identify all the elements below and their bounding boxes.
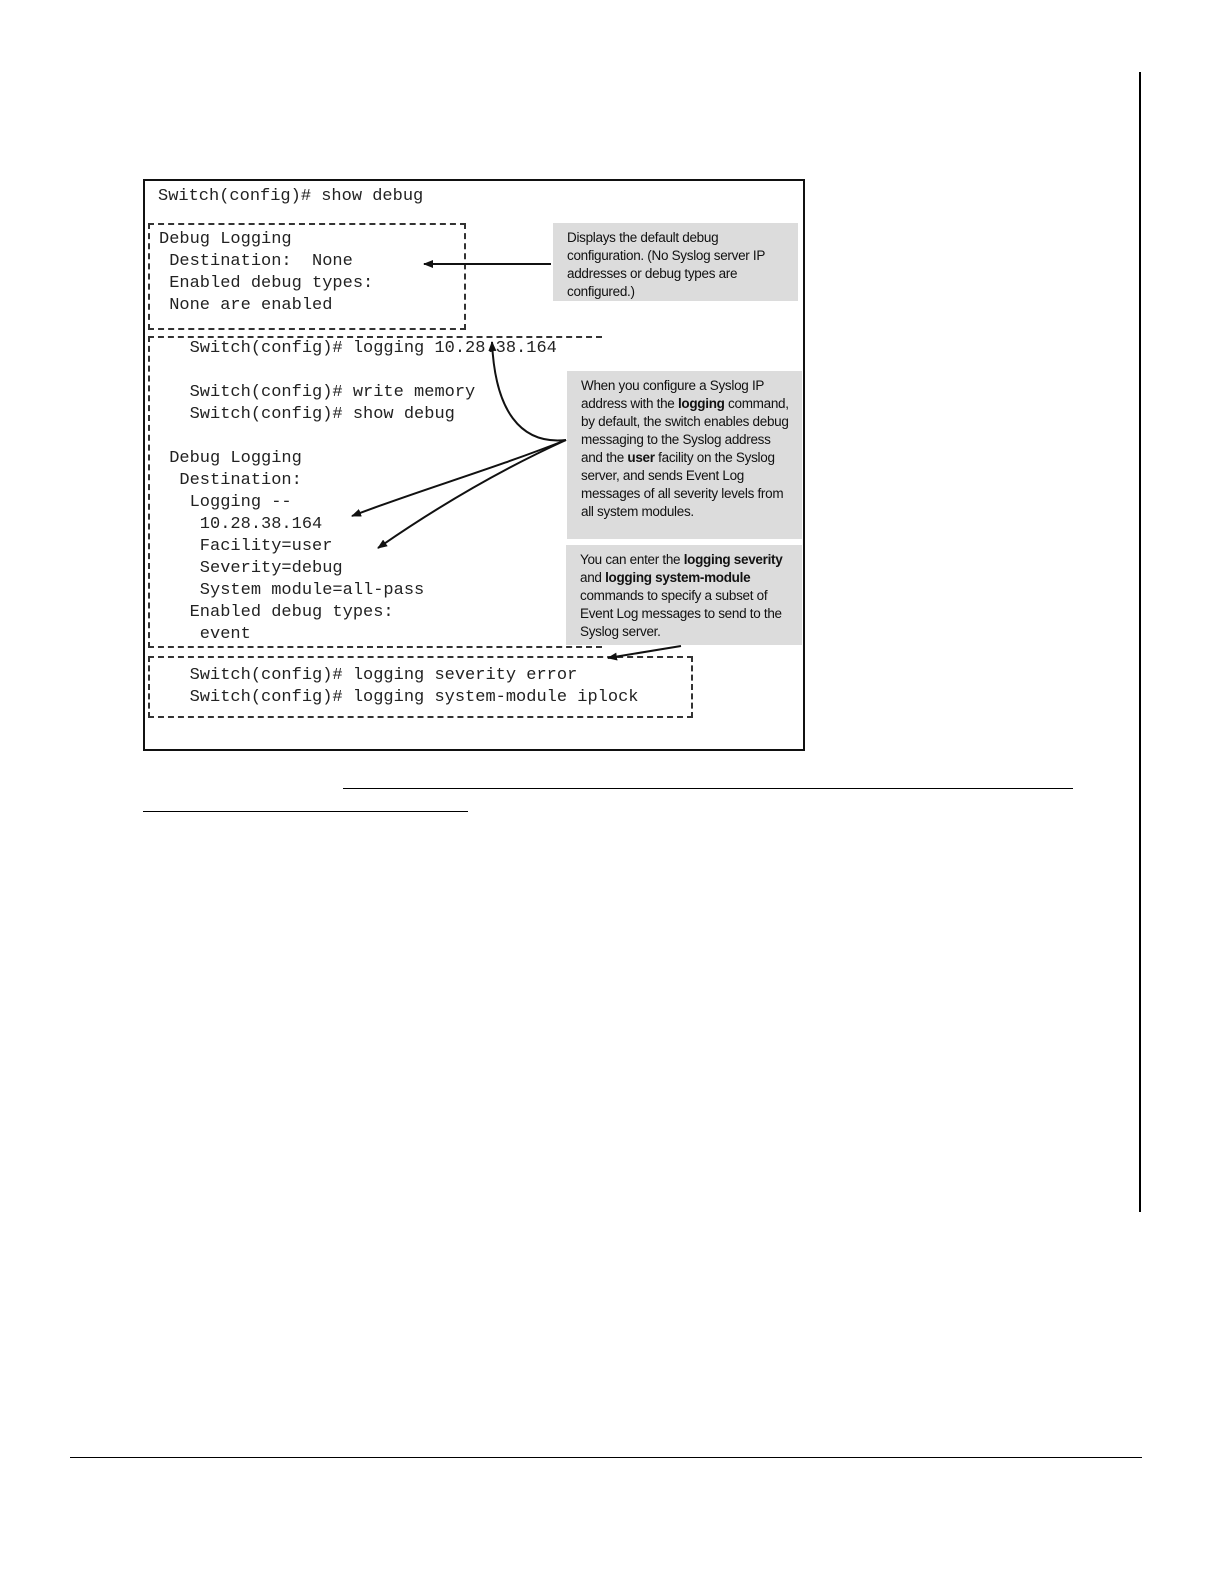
default-line-2: Destination: None — [159, 252, 353, 271]
config-line-4: Switch(config)# show debug — [159, 405, 455, 424]
footer-rule — [70, 1457, 1142, 1458]
callout-3-text-c: commands to specify a subset of Event Log messages to send to the Syslog server. — [580, 588, 782, 639]
callout-syslog-address — [567, 371, 802, 539]
callout-3-text-b: and — [580, 570, 606, 585]
final-line-2: Switch(config)# logging system-module iplock — [159, 688, 639, 707]
callout-3-text-a: You can enter the — [580, 552, 684, 567]
config-line-10: Facility=user — [159, 537, 333, 556]
config-line-6: Debug Logging — [159, 449, 302, 468]
callout-2-text-a: When you configure a Syslog IP address with the — [581, 378, 764, 411]
right-margin-bar — [1139, 72, 1141, 1212]
default-line-4: None are enabled — [159, 296, 333, 315]
default-line-1: Debug Logging — [159, 230, 292, 249]
config-line-7: Destination: — [159, 471, 302, 490]
caption-rule-upper — [343, 788, 1073, 789]
callout-2-text-c: facility on the Syslog server, and sends Event Log messages of all severity levels from all system modules. — [581, 450, 784, 519]
config-line-14: event — [159, 625, 251, 644]
default-line-3: Enabled debug types: — [159, 274, 374, 293]
header-command: Switch(config)# show debug — [158, 187, 424, 206]
config-line-11: Severity=debug — [159, 559, 343, 578]
callout-2-text-b: command, by default, the switch enables debug messaging to the Syslog address and the — [581, 396, 789, 465]
figure-frame — [143, 179, 805, 751]
config-line-9: 10.28.38.164 — [159, 515, 323, 534]
callout-default-config — [553, 223, 798, 301]
callout-1-text: Displays the default debug configuration. (No Syslog server IP addresses or debug types are configured.) — [567, 230, 765, 299]
caption-rule-lower — [143, 811, 468, 812]
callout-severity — [566, 545, 802, 645]
config-line-8: Logging -- — [159, 493, 292, 512]
final-line-1: Switch(config)# logging severity error — [159, 666, 578, 685]
config-line-12: System module=all-pass — [159, 581, 425, 600]
config-line-1: Switch(config)# logging 10.28.38.164 — [159, 339, 557, 358]
config-line-3: Switch(config)# write memory — [159, 383, 476, 402]
callout-2-bold-user: user — [627, 450, 655, 465]
callout-2-bold-logging: logging — [677, 396, 725, 411]
callout-3-bold-severity: logging severity — [683, 552, 783, 567]
callout-3-bold-system-module: logging system-module — [605, 570, 751, 585]
config-line-13: Enabled debug types: — [159, 603, 394, 622]
